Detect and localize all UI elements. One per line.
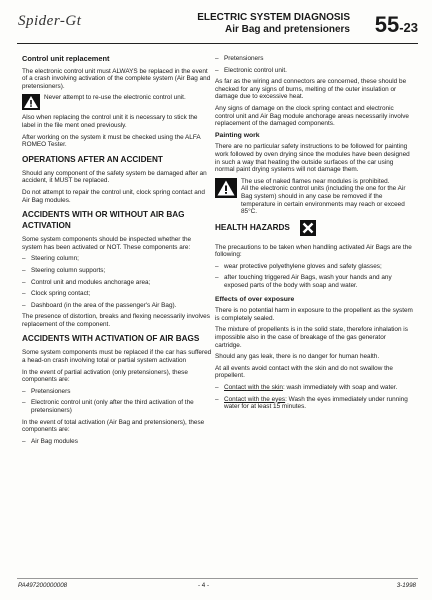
exposure-p1: There is no potential harm in exposure to the propellent as the system is completely sealed. <box>215 307 413 322</box>
list-item: – Steering column supports; <box>22 266 106 274</box>
list-item-text: Air Bag modules <box>31 437 78 445</box>
list-item-text: Pretensioners <box>224 55 264 62</box>
health-p1: The precautions to be taken when handling activated Air Bags are the following: <box>215 243 412 259</box>
footer-divider <box>17 578 418 579</box>
list-item: – Contact with the skin: wash immediately with soap and water. <box>215 384 398 391</box>
accidents-p2: The presence of distortion, breaks and flexing necessarily involves replacement of the component. <box>22 313 210 328</box>
list-item-text: wear protective polyethylene gloves and safety glasses; <box>224 262 382 270</box>
operations-p1: Should any component of the safety system be damaged after an accident, it MUST be replaced. <box>22 169 207 185</box>
control-unit-p2: Also when replacing the control unit it is necessary to stick the label in the file ment oned previously. <box>22 114 198 129</box>
exposure-heading: Effects of over exposure <box>215 295 295 303</box>
list-item: – Contact with the eyes: Wash the eyes immediately under running water for at least 15 minutes. <box>215 395 408 411</box>
exposure-p4: At all events avoid contact with the skin and do not swallow the propellent. <box>215 364 393 380</box>
list-item: – Steering column; <box>22 255 79 263</box>
activation-p2: In the event of partial activation (only pretensioners), these components are: <box>22 368 188 384</box>
right-column <box>215 55 413 415</box>
page-header-title <box>197 12 350 36</box>
painting-warning-text: The use of naked flames near modules is prohibited. All the electronic control units (including the one for the Air Bag system) should in any case be removed if the temperature in certain environments may reach or exceed 85°C. <box>241 177 406 216</box>
list-item: – Air Bag modules <box>22 437 78 445</box>
list-item: – Electronic control unit (only after the third activation of the pretensioners) <box>22 399 212 414</box>
wiring-paragraph: As far as the wiring and connectors are concerned, these should be checked for any signs of burns, melting of the outer insulation or damage due to excessive heat. <box>215 78 407 101</box>
list-item-label: Contact with the eyes <box>224 395 286 403</box>
exposure-p2: The mixture of propellents is in the solid state, therefore inhalation is impossible also in the case of breakage of the gas generator cartridge. <box>215 326 408 349</box>
list-item-text: : wash immediately with soap and water. <box>282 384 398 391</box>
accidents-p1: Some system components should be inspected whether the system has been activated or NOT. These components are: <box>22 236 192 251</box>
list-item: – Electronic control unit. <box>215 66 287 74</box>
health-hazards-header <box>215 220 413 236</box>
exposure-p3: Should any gas leak, there is no danger for human health. <box>215 353 380 361</box>
header-title-line2: Air Bag and pretensioners <box>224 24 350 35</box>
list-item: – wear protective polyethylene gloves and safety glasses; <box>215 262 382 270</box>
activation-heading: ACCIDENTS WITH ACTIVATION OF AIR BAGS <box>22 334 200 344</box>
painting-warning <box>215 178 413 216</box>
list-item-text: : Wash the eyes immediately under running water for at least 15 minutes. <box>224 395 408 411</box>
activation-p1: Some system components must be replaced if the car has suffered a head-on crash involving total or partial system activation <box>22 349 212 365</box>
list-item-text: Steering column; <box>31 255 79 263</box>
header-divider <box>17 43 418 44</box>
harmful-hazard-icon <box>300 220 316 236</box>
list-item: – Control unit and modules anchorage area; <box>22 278 151 286</box>
control-unit-heading: Control unit replacement <box>22 54 110 63</box>
list-item-label: Contact with the skin <box>224 384 283 391</box>
list-item: – Dashboard (in the area of the passenger's Air Bag). <box>22 301 177 309</box>
brand-logo: Spider-Gt <box>18 13 82 29</box>
accidents-heading: ACCIDENTS WITH OR WITHOUT AIR BAG ACTIVATION <box>22 210 185 231</box>
footer-code: PA497200000008 <box>18 582 68 589</box>
health-hazards-heading: HEALTH HAZARDS <box>215 223 290 233</box>
list-item-text: Control unit and modules anchorage area; <box>31 278 151 286</box>
control-unit-warning-text: Never attempt to re-use the electronic control unit. <box>44 94 186 102</box>
warning-triangle-icon <box>22 94 40 110</box>
activation-p3: In the event of total activation (Air Bag and pretensioners), these components are: <box>22 418 205 434</box>
list-item-text: Clock spring contact; <box>31 290 91 298</box>
control-unit-p1: The electronic control unit must ALWAYS be replaced in the event of a crash involving activation of the complete system (Air Bag and pretensioners). <box>22 67 211 90</box>
list-item-text: Pretensioners <box>31 387 71 395</box>
list-item: – after touching triggered Air Bags, wash your hands and any exposed parts of the body with soap and water. <box>215 274 413 289</box>
painting-p1: There are no particular safety instructions to be followed for painting work followed by oven drying since the modules have been designed in such a way that heating the outside surfaces of the car using normal paint drying systems will not damage them. <box>215 143 410 174</box>
control-unit-warning <box>22 94 212 110</box>
painting-heading: Painting work <box>215 131 260 139</box>
section-number <box>375 12 418 38</box>
left-column <box>22 55 212 449</box>
operations-heading: OPERATIONS AFTER AN ACCIDENT <box>22 154 163 164</box>
control-unit-p3: After working on the system it must be checked using the ALFA ROMEO Tester. <box>22 133 201 149</box>
list-item-text: Steering column supports; <box>31 266 106 274</box>
list-item-text: Dashboard (in the area of the passenger's Air Bag). <box>31 301 177 309</box>
list-item: – Pretensioners <box>215 55 264 62</box>
list-item: – Pretensioners <box>22 387 71 395</box>
list-item-text: after touching triggered Air Bags, wash your hands and any exposed parts of the body with soap and water. <box>224 274 392 290</box>
header-title-line1: ELECTRIC SYSTEM DIAGNOSIS <box>197 12 350 23</box>
damage-paragraph: Any signs of damage on the clock spring contact and electronic control unit and Air Bag module anchorage areas necessarily involve replacement of the damaged components. <box>215 104 409 128</box>
list-item-text: Electronic control unit. <box>224 66 287 74</box>
list-item: – Clock spring contact; <box>22 290 91 298</box>
operations-p2: Do not attempt to repair the control unit, clock spring contact and Air Bag modules. <box>22 188 205 204</box>
warning-triangle-icon <box>215 178 237 198</box>
footer-date: 3-1998 <box>396 582 416 589</box>
section-minor: -23 <box>399 20 418 35</box>
section-major: 55 <box>374 12 400 37</box>
list-item-text: Electronic control unit (only after the third activation of the pretensioners) <box>31 399 194 415</box>
page-number: - 4 - <box>198 582 210 589</box>
